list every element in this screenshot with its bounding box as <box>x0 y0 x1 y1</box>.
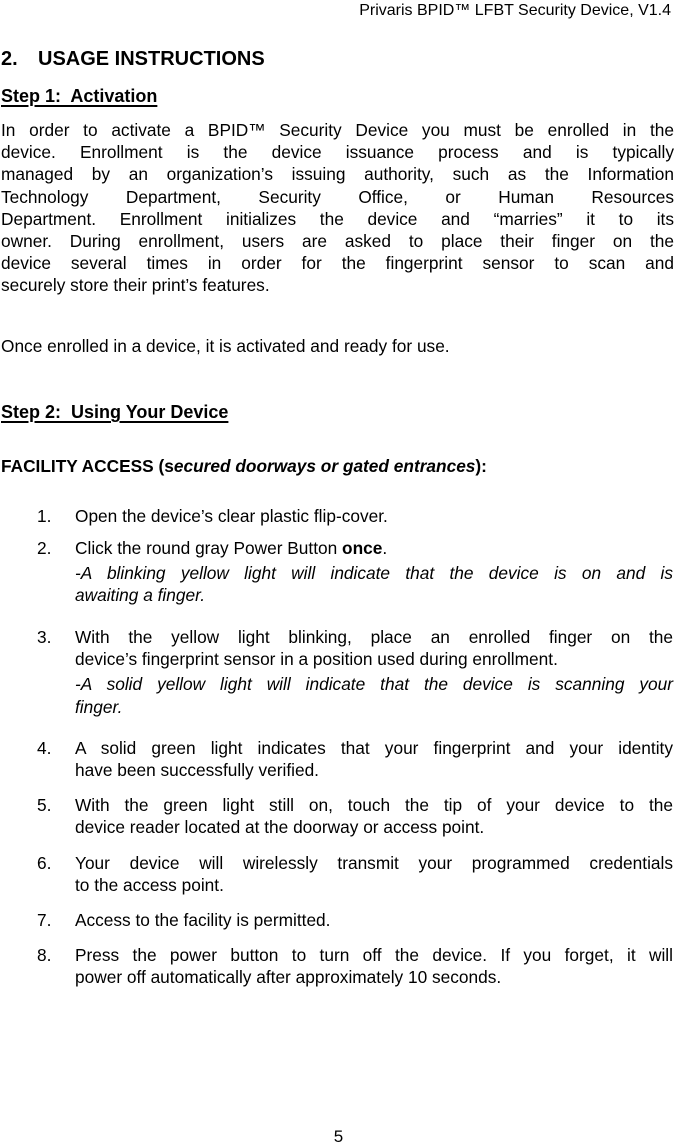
emphasis-once: once <box>342 538 383 558</box>
list-item-text: to the access point. <box>75 875 224 896</box>
paragraph-line: Once enrolled in a device, it is activated and ready for use. <box>1 336 450 356</box>
list-item-text: Access to the facility is permitted. <box>75 910 331 930</box>
list-item-number: 3. <box>37 627 52 647</box>
facility-s: s <box>164 456 174 476</box>
step1-paragraph-2 <box>1 335 674 357</box>
page-number: 5 <box>333 1127 344 1146</box>
paragraph-line: Technology Department, Security Office, or Human Resources <box>1 186 674 207</box>
list-item-text <box>75 537 673 559</box>
list-item-number: 1. <box>37 506 52 526</box>
note-line: -A blinking yellow light will indicate that the device is on and is <box>75 563 673 584</box>
paragraph-line: device several times in order for the fingerprint sensor to scan and <box>1 253 674 274</box>
list-item-text: With the green light still on, touch the tip of your device to the <box>75 795 673 815</box>
list-item-number: 7. <box>37 910 52 930</box>
list-item-text: Press the power button to turn off the device. If you forget, it will <box>75 945 673 965</box>
note-line: awaiting a finger. <box>75 585 206 606</box>
list-item-number: 8. <box>37 945 52 965</box>
facility-closing: ): <box>475 456 487 476</box>
list-item-note <box>75 562 673 606</box>
list-item-number: 2. <box>37 538 52 558</box>
paragraph-line: managed by an organization’s issuing authority, such as the Information <box>1 164 674 185</box>
section-number: 2. <box>1 48 18 70</box>
step1-heading: Step 1: Activation <box>1 86 158 106</box>
list-item-number: 4. <box>37 738 52 758</box>
list-item-text: device reader located at the doorway or access point. <box>75 817 485 838</box>
step2-heading: Step 2: Using Your Device <box>1 402 229 422</box>
list-item-text: Your device will wirelessly transmit your programmed credentials <box>75 853 673 873</box>
list-item-number: 6. <box>37 853 52 873</box>
list-item-text: A solid green light indicates that your fingerprint and your identity <box>75 738 673 758</box>
facility-access-heading <box>1 455 487 477</box>
list-item-text: have been successfully verified. <box>75 760 319 781</box>
note-line: -A solid yellow light will indicate that the device is scanning your <box>75 674 673 695</box>
running-header: Privaris BPID™ LFBT Security Device, V1.4 <box>359 2 671 19</box>
facility-label: FACILITY ACCESS ( <box>1 456 165 476</box>
paragraph-line: owner. During enrollment, users are asked to place their finger on the <box>1 231 674 252</box>
note-line: finger. <box>75 696 123 717</box>
list-item-text: Open the device’s clear plastic flip-cover. <box>75 506 388 526</box>
paragraph-line: securely store their print’s features. <box>1 275 270 296</box>
paragraph-line: Department. Enrollment initializes the device and “marries” it to its <box>1 208 674 229</box>
list-item-number: 5. <box>37 795 52 815</box>
step1-paragraph <box>1 119 674 297</box>
list-item-text: device’s fingerprint sensor in a position used during enrollment. <box>75 649 558 670</box>
facility-italic: ecured doorways or gated entrances <box>173 456 476 476</box>
list-item-note <box>75 673 673 717</box>
list-item-text-part: . <box>382 538 388 558</box>
section-title <box>1 47 265 71</box>
section-title-text: USAGE INSTRUCTIONS <box>38 48 265 70</box>
list-item-text-part: Click the round gray Power Button <box>75 538 343 558</box>
list-item-text: power off automatically after approximately 10 seconds. <box>75 967 502 988</box>
list-item-text: With the yellow light blinking, place an enrolled finger on the <box>75 627 673 647</box>
paragraph-line: In order to activate a BPID™ Security Device you must be enrolled in the <box>1 120 674 140</box>
paragraph-line: device. Enrollment is the device issuance process and is typically <box>1 142 674 163</box>
